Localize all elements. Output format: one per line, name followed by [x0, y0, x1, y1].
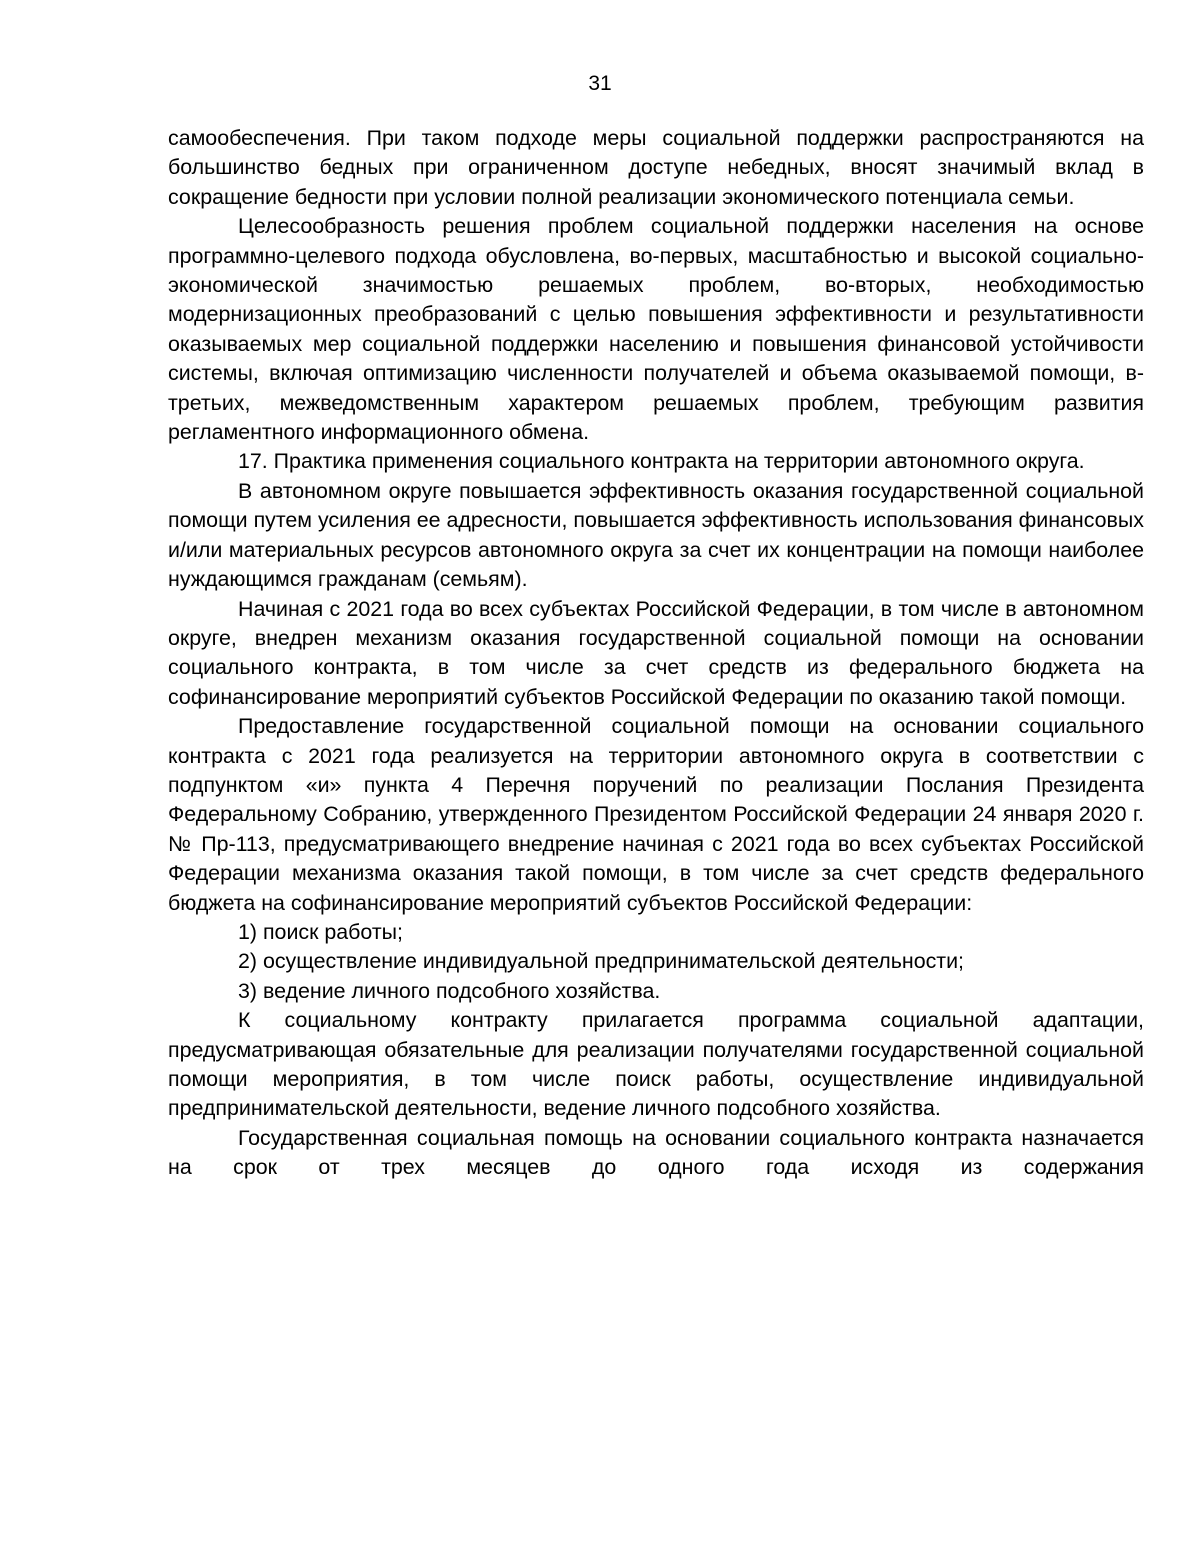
list-item-entrepreneurship: 2) осуществление индивидуальной предпринимательской деятельности;	[238, 949, 964, 974]
list-item-household: 3) ведение личного подсобного хозяйства.	[238, 978, 661, 1003]
paragraph-continuation: самообеспечения. При таком подходе меры социальной поддержки распространяются на большинство бедных при ограниченном доступе небедных, вносят значимый вклад в сокращение бедности при условии полной реализации экономического потенциала семьи.	[168, 126, 1144, 209]
section-heading-17: 17. Практика применения социального контракта на территории автономного округа.	[238, 449, 1085, 474]
list-item-job-search: 1) поиск работы;	[238, 919, 403, 944]
paragraph-adaptation-program: К социальному контракту прилагается программа социальной адаптации, предусматривающая обязательные для реализации получателями государственной социальной помощи мероприятия, в том числе поиск работы, осуществление индивидуальной предпринимательской деятельности, ведение личного подсобного хозяйства.	[168, 1008, 1144, 1121]
page-number: 31	[588, 72, 612, 95]
paragraph-program-approach: Целесообразность решения проблем социальной поддержки населения на основе программно-целевого подхода обусловлена, во-первых, масштабностью и высокой социально-экономической значимостью решаемых проблем, во-вторых, необходимостью модернизационных преобразований с целью повышения эффективности и результативности оказываемых мер социальной поддержки населению и повышения финансовой устойчивости системы, включая оптимизацию численности получателей и объема оказываемой помощи, в-третьих, межведомственным характером решаемых проблем, требующим развития регламентного информационного обмена.	[168, 214, 1144, 445]
paragraph-term: Государственная социальная помощь на основании социального контракта назначается на срок от трех месяцев до одного года исходя из содержания	[168, 1125, 1144, 1180]
paragraph-efficiency: В автономном округе повышается эффективность оказания государственной социальной помощи путем усиления ее адресности, повышается эффективность использования финансовых и/или материальных ресурсов автономного округа за счет их концентрации на помощи наиболее нуждающимся гражданам (семьям).	[168, 478, 1144, 592]
paragraph-since-2021: Начиная с 2021 года во всех субъектах Российской Федерации, в том числе в автономном округе, внедрен механизм оказания государственной социальной помощи на основании социального контракта, в том числе за счет средств из федерального бюджета на софинансирование мероприятий субъектов Российской Федерации по оказанию такой помощи.	[168, 596, 1144, 709]
paragraph-provision: Предоставление государственной социальной помощи на основании социального контракта с 2021 года реализуется на территории автономного округа в соответствии с подпунктом «и» пункта 4 Перечня поручений по реализации Послания Президента Федеральному Собранию, утвержденного Президентом Российской Федерации 24 января 2020 г. № Пр-113, предусматривающего внедрение начиная с 2021 года во всех субъектах Российской Федерации механизма оказания такой помощи, в том числе за счет средств федерального бюджета на софинансирование мероприятий субъектов Российской Федерации:	[168, 714, 1144, 915]
document-body	[168, 124, 1144, 1183]
